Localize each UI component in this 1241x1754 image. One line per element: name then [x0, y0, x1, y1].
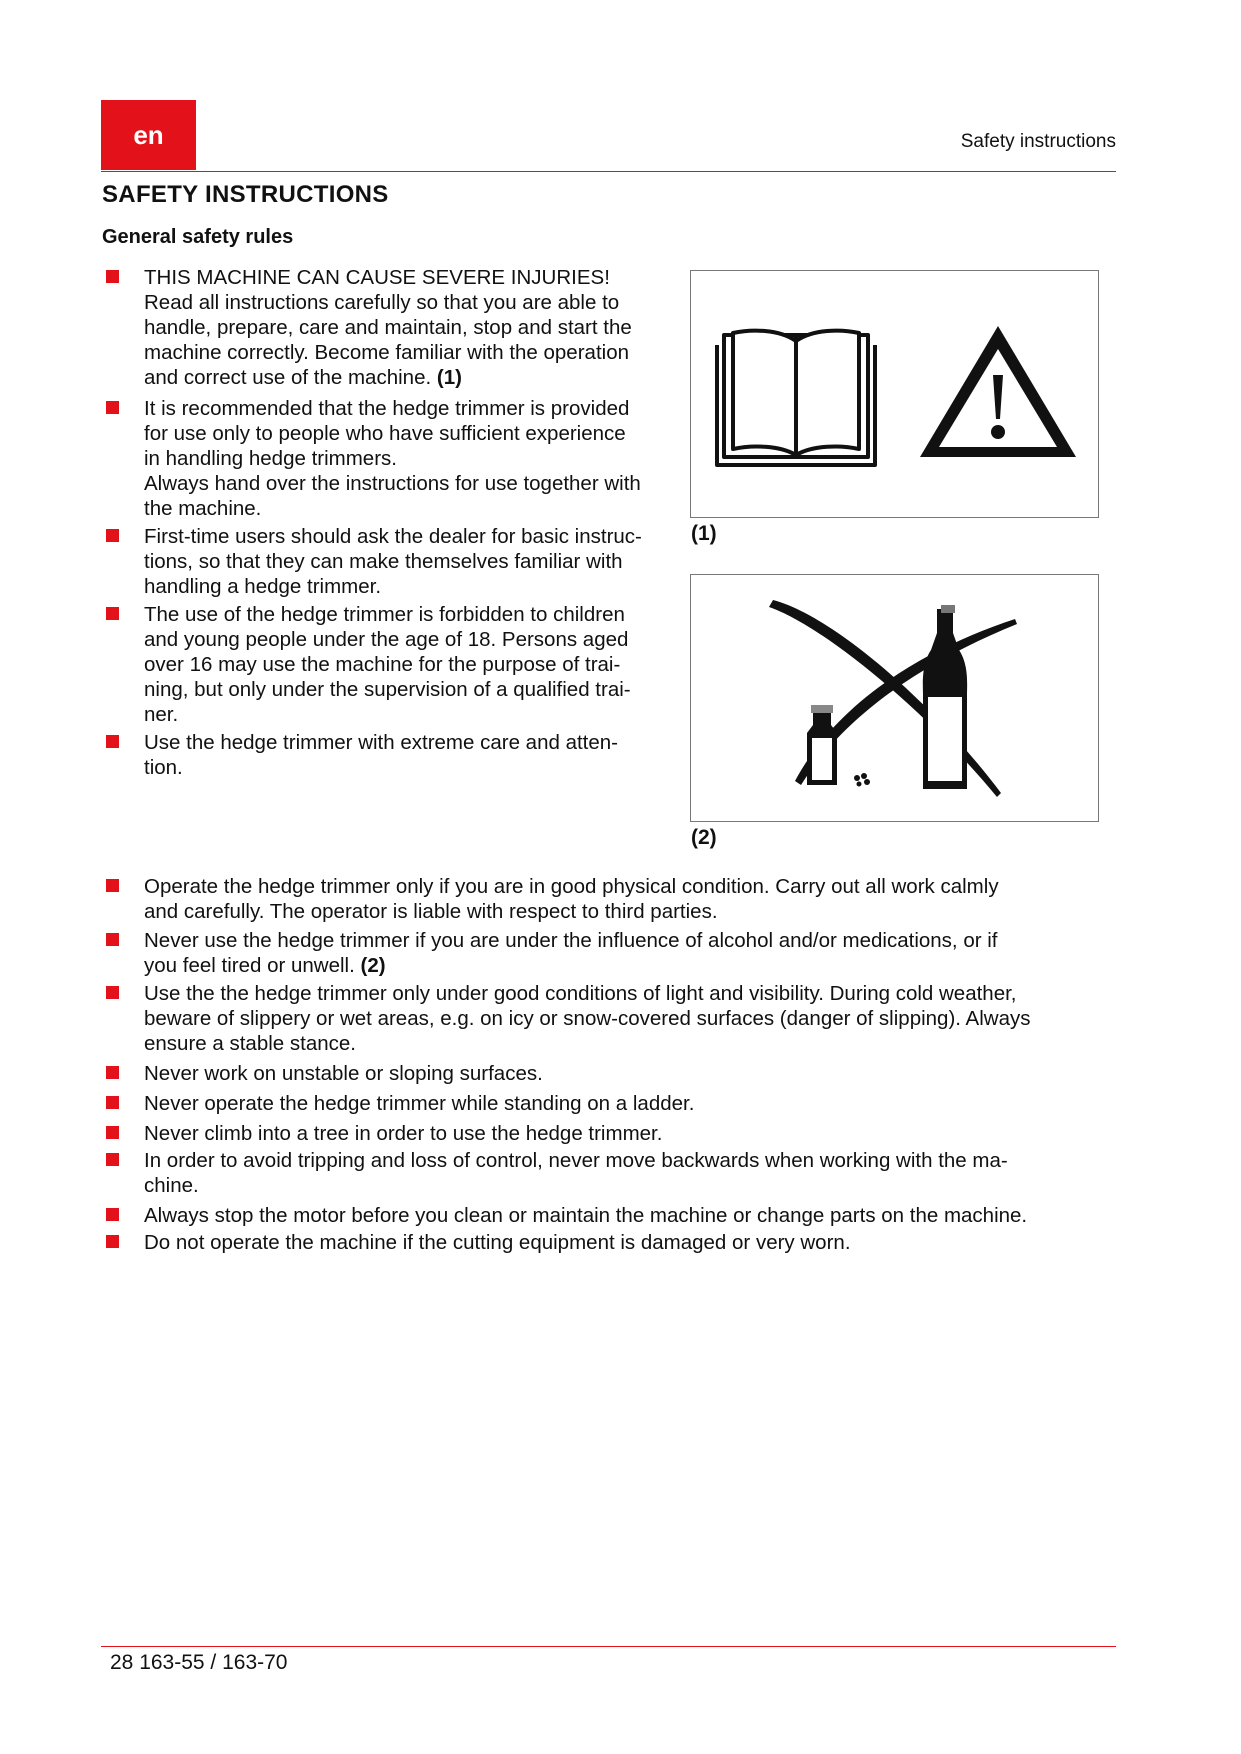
bullet-marker	[106, 933, 119, 946]
safety-rule-item	[102, 1061, 1122, 1086]
bullet-marker	[106, 1066, 119, 1079]
rule-line: In order to avoid tripping and loss of control, never move backwards when working with the ma-	[144, 1149, 1008, 1172]
rule-line: handling a hedge trimmer.	[144, 575, 382, 598]
safety-rules-list-bottom	[102, 874, 1122, 1258]
section-header: Safety instructions	[960, 131, 1116, 152]
figure-1-drawing	[691, 271, 1098, 517]
rule-line: Never work on unstable or sloping surfaces.	[144, 1062, 543, 1085]
rule-line: Read all instructions carefully so that you are able to	[144, 291, 620, 314]
rule-line: It is recommended that the hedge trimmer is provided	[144, 397, 630, 420]
rule-line: ning, but only under the supervision of a qualified trai-	[144, 678, 631, 701]
bullet-marker	[106, 1153, 119, 1166]
bullet-marker	[106, 1096, 119, 1109]
safety-rule-item	[102, 730, 690, 780]
rule-line: Never use the hedge trimmer if you are under the influence of alcohol and/or medications, or if	[144, 929, 998, 952]
bullet-marker	[106, 529, 119, 542]
figure-2-drawing	[691, 575, 1098, 821]
rule-line: chine.	[144, 1174, 199, 1197]
safety-rule-item	[102, 1148, 1122, 1198]
rule-line: Never climb into a tree in order to use the hedge trimmer.	[144, 1122, 663, 1145]
safety-rule-item	[102, 265, 690, 390]
safety-rule-item	[102, 928, 1122, 978]
bullet-marker	[106, 1208, 119, 1221]
rule-line: tion.	[144, 756, 183, 779]
bullet-marker	[106, 986, 119, 999]
safety-rule-item	[102, 1203, 1122, 1228]
rule-line: machine correctly. Become familiar with the operation	[144, 341, 629, 364]
bullet-marker	[106, 735, 119, 748]
safety-rule-item	[102, 602, 690, 727]
rule-line: Never operate the hedge trimmer while standing on a ladder.	[144, 1092, 695, 1115]
rule-line: for use only to people who have sufficient experience	[144, 422, 626, 445]
safety-rule-item	[102, 396, 690, 521]
figure-reference: (2)	[360, 954, 386, 977]
figure-2	[690, 574, 1099, 822]
rule-line: The use of the hedge trimmer is forbidden to children	[144, 603, 625, 626]
rule-line: First-time users should ask the dealer for basic instruc-	[144, 525, 642, 548]
rule-line: Always hand over the instructions for use together with	[144, 472, 641, 495]
rule-line: Do not operate the machine if the cutting equipment is damaged or very worn.	[144, 1231, 851, 1254]
safety-rule-item	[102, 1091, 1122, 1116]
footer-divider	[101, 1646, 1116, 1647]
figure-1	[690, 270, 1099, 518]
rule-line: Operate the hedge trimmer only if you are in good physical condition. Carry out all work calmly	[144, 875, 999, 898]
language-tab: en	[101, 100, 196, 170]
safety-rule-item	[102, 1121, 1122, 1146]
rule-line: the machine.	[144, 497, 262, 520]
bullet-marker	[106, 607, 119, 620]
rule-line: beware of slippery or wet areas, e.g. on icy or snow-covered surfaces (danger of slipping). Always	[144, 1007, 1031, 1030]
safety-rule-item	[102, 1230, 1122, 1255]
safety-rules-list-top	[102, 265, 690, 783]
bullet-marker	[106, 1235, 119, 1248]
figure-reference: (1)	[436, 366, 462, 389]
header-divider	[101, 171, 1116, 172]
rule-line: you feel tired or unwell.	[144, 954, 355, 977]
footer-model-number: 28 163-55 / 163-70	[110, 1651, 288, 1674]
rule-line: ensure a stable stance.	[144, 1032, 356, 1055]
rule-line: handle, prepare, care and maintain, stop and start the	[144, 316, 632, 339]
no-alcohol-medication-icon	[769, 600, 1017, 797]
figure-1-label: (1)	[691, 522, 717, 545]
bullet-marker	[106, 879, 119, 892]
rule-line: tions, so that they can make themselves familiar with	[144, 550, 623, 573]
rule-line: and carefully. The operator is liable with respect to third parties.	[144, 900, 718, 923]
rule-line: ner.	[144, 703, 179, 726]
rule-line: Use the hedge trimmer with extreme care and atten-	[144, 731, 618, 754]
rule-line: and correct use of the machine.	[144, 366, 432, 389]
safety-rule-item	[102, 874, 1122, 924]
bullet-marker	[106, 1126, 119, 1139]
rule-line: and young people under the age of 18. Persons aged	[144, 628, 629, 651]
page-title: SAFETY INSTRUCTIONS	[102, 181, 389, 208]
rule-line: in handling hedge trimmers.	[144, 447, 397, 470]
bullet-marker	[106, 270, 119, 283]
rule-line: over 16 may use the machine for the purpose of trai-	[144, 653, 621, 676]
rule-line: Use the the hedge trimmer only under good conditions of light and visibility. During cold weather,	[144, 982, 1017, 1005]
rule-line: Always stop the motor before you clean or maintain the machine or change parts on the machine.	[144, 1204, 1028, 1227]
safety-rule-item	[102, 981, 1122, 1056]
figure-2-label: (2)	[691, 826, 717, 849]
section-subtitle: General safety rules	[102, 226, 294, 248]
safety-rule-item	[102, 524, 690, 599]
read-manual-icon	[717, 331, 875, 465]
warning-triangle-icon	[920, 326, 1076, 457]
bullet-marker	[106, 401, 119, 414]
rule-line: THIS MACHINE CAN CAUSE SEVERE INJURIES!	[144, 266, 610, 289]
